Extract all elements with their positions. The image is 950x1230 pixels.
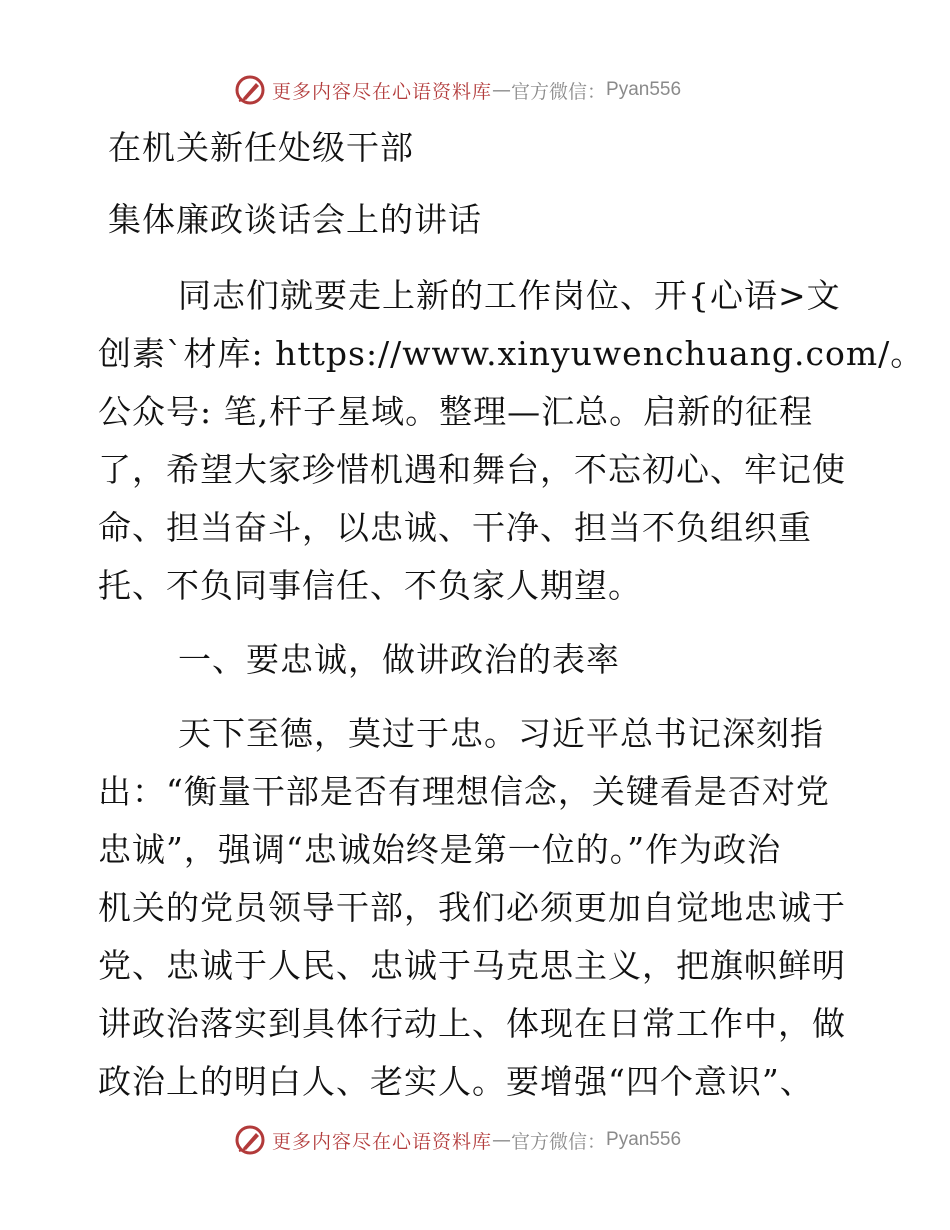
- banner-gray-text: 官方微信：: [511, 80, 607, 103]
- document-title-line-2: 集体廉政谈话会上的讲话: [108, 200, 482, 239]
- intro-line: 公众号: 笔,杆子星域。整理—汇总。启新的征程: [98, 392, 814, 431]
- banner-account: Pyan556: [606, 1129, 682, 1150]
- pen-logo-icon: [234, 1124, 266, 1156]
- section1-line: 机关的党员领导干部，我们必须更加自觉地忠诚于: [98, 888, 846, 927]
- section-heading-1: 一、要忠诚，做讲政治的表率: [178, 640, 620, 679]
- section1-line: 天下至德，莫过于忠。习近平总书记深刻指: [178, 714, 824, 753]
- section1-line: 党、忠诚于人民、忠诚于马克思主义，把旗帜鲜明: [98, 946, 846, 985]
- pen-logo-icon: [234, 74, 266, 106]
- banner-dash: —: [492, 1129, 512, 1151]
- section1-line: 讲政治落实到具体行动上、体现在日常工作中，做: [98, 1004, 846, 1043]
- header-watermark-banner: [234, 73, 681, 107]
- document-title-line-1: 在机关新任处级干部: [108, 128, 414, 167]
- intro-line: 托、不负同事信任、不负家人期望。: [98, 566, 642, 605]
- footer-watermark-banner: [234, 1123, 681, 1157]
- section1-line: 出：“衡量干部是否有理想信念，关键看是否对党: [98, 772, 830, 811]
- banner-account: Pyan556: [606, 79, 682, 100]
- section1-line: 忠诚”，强调“忠诚始终是第一位的。”作为政治: [98, 830, 782, 869]
- section1-line: 政治上的明白人、老实人。要增强“四个意识”、: [98, 1062, 814, 1101]
- intro-line: 创素`材库: https://www.xinyuwenchuang.com/。: [98, 334, 925, 373]
- banner-red-text: 更多内容尽在心语资料库: [272, 80, 493, 103]
- banner-gray-text: 官方微信：: [511, 1130, 607, 1153]
- intro-line: 同志们就要走上新的工作岗位、开{心语>文: [178, 276, 841, 315]
- banner-red-text: 更多内容尽在心语资料库: [272, 1130, 493, 1153]
- banner-dash: —: [492, 79, 512, 101]
- intro-line: 命、担当奋斗，以忠诚、干净、担当不负组织重: [98, 508, 812, 547]
- intro-line: 了，希望大家珍惜机遇和舞台，不忘初心、牢记使: [98, 450, 846, 489]
